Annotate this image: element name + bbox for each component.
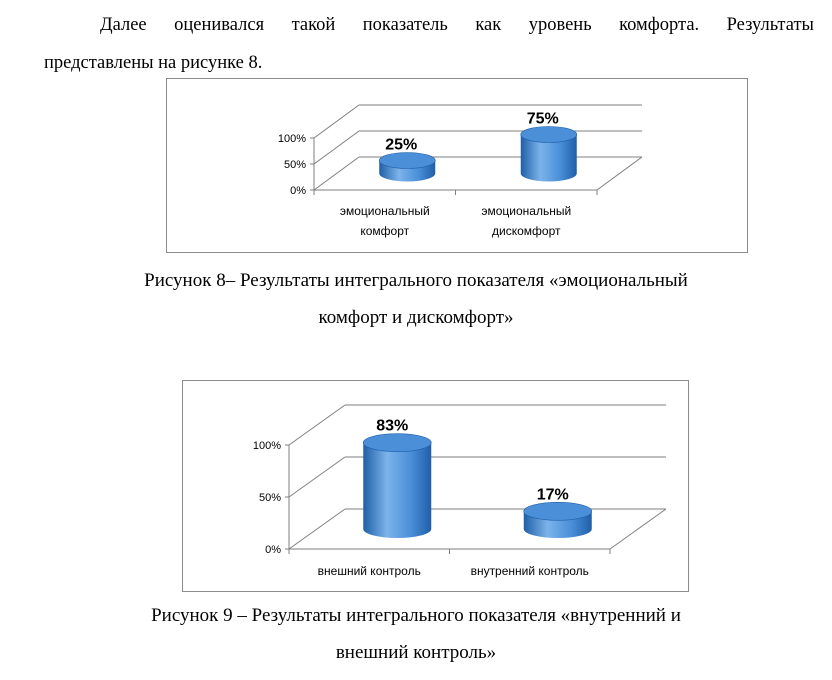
figure-9-chart-svg	[183, 381, 688, 591]
data-label: 75%	[526, 110, 559, 128]
y-tick-label: 0%	[290, 185, 306, 197]
figure-9-caption-line-1: Рисунок 9 – Результаты интегрального показателя «внутренний и	[151, 605, 681, 626]
side-gridline	[314, 157, 359, 190]
category-label: эмоциональный	[339, 204, 430, 218]
y-tick-label: 50%	[283, 159, 306, 171]
bar-top	[379, 153, 435, 169]
figure-8-caption-line-1: Рисунок 8– Результаты интегрального показателя «эмоциональный	[144, 270, 688, 291]
bar-0	[363, 434, 431, 538]
category-label: внешний контроль	[317, 564, 421, 578]
y-tick-label: 0%	[265, 544, 281, 556]
paragraph-line-1: Далее оценивался такой показатель как уровень комфорта. Результаты	[100, 15, 814, 35]
figure-8-caption-line-2: комфорт и дискомфорт»	[318, 307, 514, 328]
y-tick-label: 100%	[277, 133, 306, 145]
figure-8-chart-svg	[167, 79, 747, 252]
bar-top	[524, 502, 592, 520]
figure-8-chart	[166, 78, 748, 253]
bar-0	[379, 153, 435, 182]
figure-9-chart	[182, 380, 689, 592]
data-label: 83%	[376, 417, 409, 435]
data-label: 17%	[536, 486, 569, 504]
data-label: 25%	[385, 136, 418, 154]
side-gridline	[314, 131, 359, 164]
y-tick-label: 50%	[258, 492, 281, 504]
y-tick-label: 100%	[252, 440, 281, 452]
bar-1	[524, 502, 592, 538]
paragraph-line-2: представлены на рисунке 8.	[44, 53, 263, 73]
floor-edge	[610, 509, 666, 549]
floor-edge	[597, 157, 642, 190]
side-gridline	[289, 509, 345, 549]
body-paragraph	[44, 6, 814, 82]
bar-top	[521, 127, 577, 143]
category-label: эмоциональный	[481, 204, 572, 218]
figure-9-caption-line-2: внешний контроль»	[335, 642, 497, 663]
category-label: внутренний контроль	[470, 564, 589, 578]
side-gridline	[289, 457, 345, 497]
bar-1	[521, 127, 577, 182]
side-gridline	[314, 105, 359, 138]
bar-top	[363, 434, 431, 452]
bar-body	[363, 443, 431, 538]
side-gridline	[289, 405, 345, 445]
category-label: комфорт	[360, 224, 410, 238]
category-label: дискомфорт	[492, 224, 561, 238]
